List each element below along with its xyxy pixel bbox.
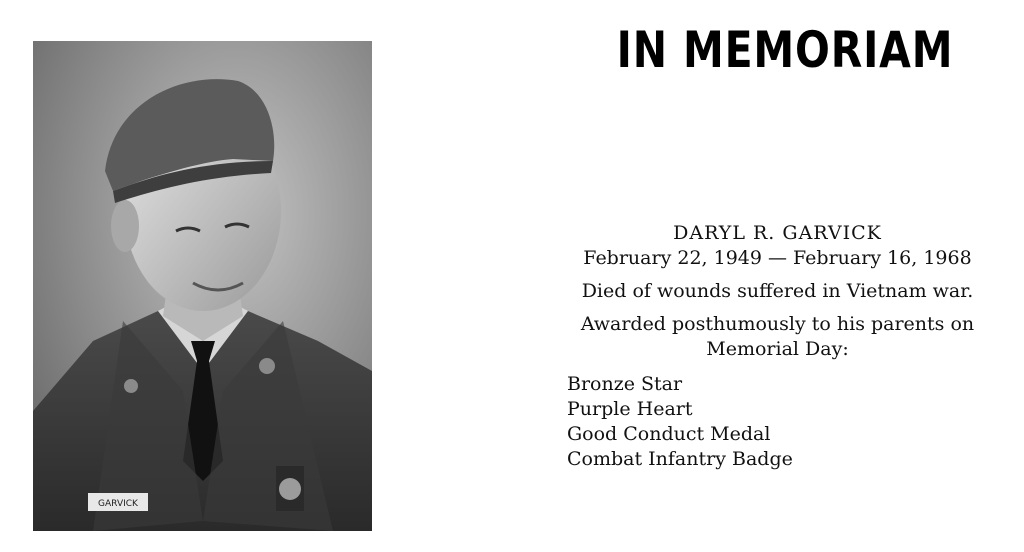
- person-name: DARYL R. GARVICK: [673, 222, 882, 244]
- memorial-text: [555, 221, 1000, 472]
- award-item: Purple Heart: [567, 398, 693, 420]
- award-item: Good Conduct Medal: [567, 423, 771, 445]
- cause-of-death: Died of wounds suffered in Vietnam war.: [581, 280, 974, 302]
- nametag-text: GARVICK: [98, 499, 138, 509]
- award-intro: Awarded posthumously to his parents on Memorial Day:: [580, 313, 975, 360]
- life-dates: February 22, 1949 — February 16, 1968: [583, 247, 972, 269]
- awards-list: [567, 372, 1000, 472]
- award-item: Bronze Star: [567, 373, 683, 395]
- award-item: Combat Infantry Badge: [567, 448, 793, 470]
- page-title: IN MEMORIAM: [616, 21, 954, 79]
- soldier-portrait: [33, 41, 372, 531]
